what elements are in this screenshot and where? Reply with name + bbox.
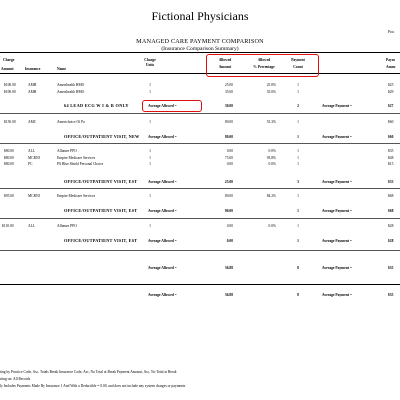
allowed-amount: 0.00 [226,162,233,166]
footer-sort-note: ting by Practice Code, Asc, Totals Break Insurance Code, Asc, No Total at Break Payment Amount, Asc, No Total at Break [0,370,177,374]
col-payment-amount-label-1: Paym [386,58,395,62]
report-title: MANAGED CARE PAYMENT COMPARISON [136,38,264,45]
procedure-label: 64 LEAD ECG W I & R ONLY [64,103,129,108]
allowed-percentage: 84.2% [266,194,276,198]
report-subtitle: (Insurance Comparison Summary) [161,45,239,52]
payment-count: 1 [297,155,299,160]
average-allowed-label: Average Allowed = [148,266,177,270]
charge-units: 1 [149,89,151,94]
total-payment-count: 8 [297,293,299,297]
group-payment-count: 3 [297,180,299,184]
insurance-code: AMH [28,83,37,87]
col-allowed-pct-label-2: % Percentage [253,65,275,69]
payment-amount: $60 [388,120,394,124]
group-payment-count: 1 [297,239,299,243]
average-allowed-value: 80.00 [224,135,233,139]
group-divider [0,113,400,114]
insurance-code: ALL [28,224,35,228]
average-payment-label: Average Payment = [322,239,352,243]
insurance-code: AMH [28,89,37,94]
average-allowed-label: Average Allowed = [148,293,177,297]
average-allowed-value: 25.00 [224,180,233,184]
col-name-label: Name [57,67,66,71]
col-charge-amount-label: Amount [1,67,14,71]
col-allowed-amount-label-2: Amount [218,65,232,69]
payment-amount: $68 [388,194,394,198]
col-allowed-pct-label-1: Allowed [257,58,271,62]
insurance-code: ALL [28,149,35,153]
group-divider [0,250,400,251]
average-allowed-value: 36.88 [224,293,233,297]
charge-units: 1 [149,155,151,160]
average-payment-label: Average Payment = [322,135,352,139]
allowed-amount: 35.00 [224,89,233,94]
allowed-percentage: 35.0% [266,89,276,94]
payment-amount: $29 [388,89,394,94]
charge-amount: $80.00 [4,155,14,160]
payment-amount: $28 [388,224,394,228]
average-payment-value: $27 [388,104,394,108]
total-payment-count: 8 [297,266,299,270]
footer-filter-note: rting on: All Records [0,377,31,381]
column-header-divider [0,73,400,74]
allowed-amount: 0.00 [226,224,233,228]
group-divider [0,218,400,219]
highlight-allowed-columns [206,54,319,77]
allowed-percentage: 25.0% [266,83,276,87]
highlight-average-allowed [142,100,202,112]
charge-units: 1 [149,224,151,228]
charge-units: 1 [149,194,151,198]
charge-amount: $95.00 [4,194,14,198]
charge-amount: $80.00 [4,162,14,166]
average-allowed-label: Average Allowed = [148,180,177,184]
charge-amount: $100.00 [4,89,16,94]
group-divider [0,143,400,144]
col-payment-amount-label-2: Amou [386,65,396,69]
charge-amount: $80.00 [4,149,14,153]
payment-amount: $25 [388,83,394,87]
payment-count: 1 [297,120,299,124]
average-payment-label: Average Payment = [322,180,352,184]
allowed-amount: 80.00 [224,194,233,198]
payment-count: 1 [297,194,299,198]
group-payment-count: 1 [297,135,299,139]
charge-units: 1 [149,149,151,153]
charge-amount: $110.00 [2,224,14,228]
insurance-name: Amerihealth HMO [57,89,85,94]
allowed-amount: 25.00 [224,83,233,87]
group-payment-count: 1 [297,209,299,213]
procedure-label: OFFICE/OUTPATIENT VISIT, NEW [64,134,140,139]
col-charge-units-label-2: Units [145,63,155,67]
col-charge-units-label-1: Charge [144,58,156,62]
average-payment-label: Average Payment = [322,293,352,297]
insurance-name: Empire Medicare Services [57,155,96,160]
average-payment-value: $35 [388,266,394,270]
insurance-name: PA Blue Shield Personal Choice [57,162,104,166]
insurance-name: Allianze PPO [57,149,77,153]
charge-amount: $150.00 [4,120,16,124]
payment-amount: $15 [388,162,394,166]
insurance-name: Allianze PPO [57,224,77,228]
col-payment-count-label-1: Payment [291,58,305,62]
group-divider [0,188,400,189]
insurance-name: Americhoice Of Pa [57,120,85,124]
average-allowed-label: Average Allowed = [148,209,177,213]
payment-count: 1 [297,149,299,153]
footer-payment-note: ly Includes Payments Made By Insurance 1 And With a Deductible = 0.00, and does not include any system charges or payments [0,384,186,388]
charge-units: 1 [149,162,151,166]
charge-units: 1 [149,120,151,124]
allowed-amount: 75.00 [224,155,233,160]
average-allowed-label: Average Allowed = [148,239,177,243]
charge-units: 1 [149,83,151,87]
allowed-percentage: 0.0% [268,224,276,228]
allowed-amount: 0.00 [226,149,233,153]
col-insurance-label: Insurance [25,67,41,71]
payment-count: 1 [297,83,299,87]
insurance-code: MCRNJ [28,194,40,198]
col-payment-count-label-2: Count [293,65,303,69]
insurance-code: PC [28,162,33,166]
col-allowed-amount-label-1: Allowed [218,58,232,62]
header-divider [0,52,400,53]
average-payment-value: $28 [388,239,394,243]
payment-count: 1 [297,89,299,94]
allowed-percentage: 0.0% [268,162,276,166]
procedure-label: OFFICE/OUTPATIENT VISIT, EST [64,238,138,243]
payment-count: 1 [297,224,299,228]
average-payment-value: $35 [388,293,394,297]
page-corner-label: Pou [388,30,394,34]
allowed-amount: 80.00 [224,120,233,124]
average-allowed-value: 30.00 [224,104,233,108]
insurance-code: MCRNJ [28,155,40,160]
allowed-percentage: 0.0% [268,149,276,153]
procedure-label: OFFICE/OUTPATIENT VISIT, EST [64,179,138,184]
allowed-percentage: 93.8% [266,155,276,160]
insurance-name: Empire Medicare Services [57,194,96,198]
company-name: Fictional Physicians [151,9,249,23]
average-allowed-label: Average Allowed = [148,135,177,139]
payment-amount: $35 [388,149,394,153]
total-divider [0,284,400,285]
average-allowed-value: 36.88 [224,266,233,270]
average-payment-label: Average Payment = [322,104,352,108]
average-allowed-value: 80.00 [224,209,233,213]
payment-count: 1 [297,162,299,166]
average-payment-label: Average Payment = [322,266,352,270]
average-payment-label: Average Payment = [322,209,352,213]
payment-amount: $48 [388,155,394,160]
average-allowed-value: 0.00 [226,239,233,243]
col-charge-label: Charge [3,58,15,62]
charge-amount: $100.00 [4,83,16,87]
group-payment-count: 2 [297,104,299,108]
insurance-name: Amerihealth HMO [57,83,85,87]
average-payment-value: $68 [388,209,394,213]
average-payment-value: $33 [388,180,394,184]
average-allowed-label: Average Allowed = [148,104,177,108]
insurance-code: AMC [28,120,37,124]
average-payment-value: $60 [388,135,394,139]
procedure-label: OFFICE/OUTPATIENT VISIT, EST [64,208,138,213]
allowed-percentage: 53.3% [266,120,276,124]
